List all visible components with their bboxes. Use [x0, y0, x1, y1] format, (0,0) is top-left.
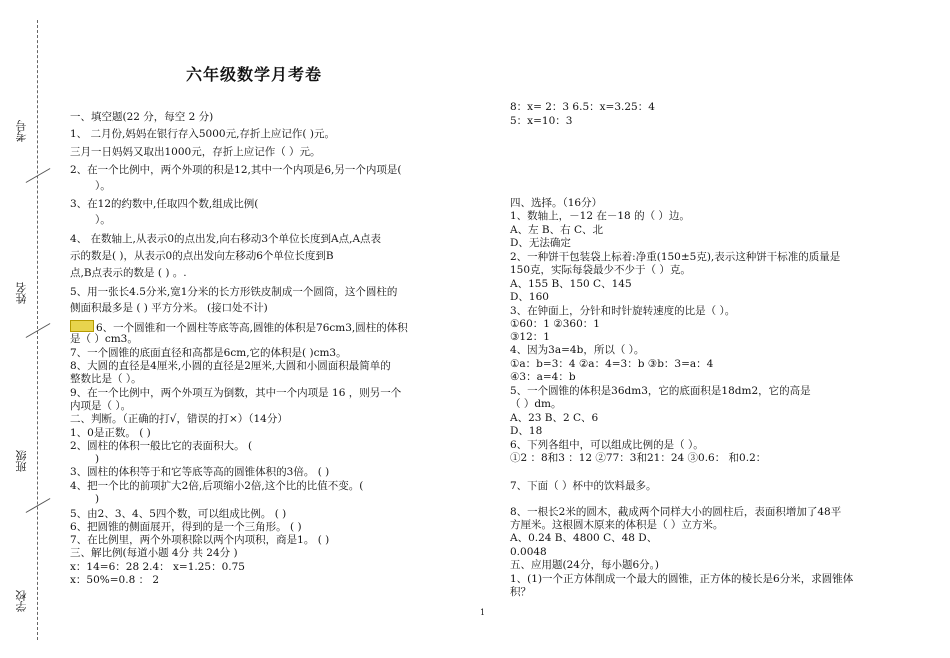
page-title: 六年级数学月考卷	[186, 65, 323, 84]
right-line-25: 8、一根长2米的圆木，截成两个同样大小的圆柱后，表面积增加了48平	[510, 506, 842, 518]
left-line-text: 8、大圆的直径是4厘米,小圆的直径是2厘米,大圆和小圆面积最简单的	[70, 360, 391, 372]
right-line-8: A、155 B、150 C、145	[510, 278, 632, 290]
left-line-text: x：50%=0.8 ： 2	[70, 574, 160, 586]
left-line-24	[70, 480, 363, 493]
left-line-29	[70, 547, 238, 560]
left-line-text: 内项是（ ）。	[70, 400, 132, 412]
right-line-7: 150克，实际每袋最少不少于（ ）克。	[510, 264, 691, 276]
left-line-25	[95, 493, 99, 506]
left-line-text: 示的数是( )，从表示0的点出发向左移动6个单位长度到B	[70, 250, 334, 262]
left-line-text: )	[95, 453, 100, 465]
left-line-text: 2、在一个比例中，两个外项的积是12,其中一个内项是6,另一个内项是(	[70, 164, 402, 176]
left-line-text: 三、解比例(每道小题 4分 共 24分 )	[70, 547, 238, 559]
right-line-13: 4、因为3a=4b，所以（ ）。	[510, 344, 645, 356]
left-line-text: 3、圆柱的体积等于和它等底等高的圆锥体积的3倍。 ( )	[70, 466, 330, 478]
left-line-text: 5、用一张长4.5分米,宽1分米的长方形铁皮制成一个圆筒，这个圆柱的	[70, 286, 398, 298]
right-line-23: 7、下面（ ）杯中的饮料最多。	[510, 480, 657, 492]
right-line-0: 8：x= 2：3 6.5：x=3.25：4	[510, 101, 655, 113]
left-line-text: )	[95, 493, 100, 505]
left-line-0	[70, 111, 213, 124]
left-line-7	[70, 233, 381, 246]
left-line-21	[70, 440, 252, 453]
left-line-30	[70, 561, 245, 574]
left-line-text: 1、 二月份,妈妈在银行存入5000元,存折上应记作( )元。	[70, 128, 335, 140]
binding-tick	[26, 498, 51, 513]
label-class: 班级	[15, 450, 28, 472]
right-line-5: D、无法确定	[510, 237, 571, 249]
label-exam-number: 考号	[15, 120, 28, 142]
right-line-4: A、左 B、右 C、北	[510, 224, 604, 236]
right-line-1: 5：x=10：3	[510, 115, 573, 127]
left-line-text: 4、把一个比的前项扩大2倍,后项缩小2倍,这个比的比值不变。(	[70, 480, 364, 492]
right-line-9: D、160	[510, 291, 549, 303]
left-line-text: 3、在12的约数中,任取四个数,组成比例(	[70, 198, 259, 210]
page-number: 1	[480, 608, 486, 617]
right-line-14: ①a：b=3：4 ②a：4=3：b ③b：3=a：4	[510, 358, 714, 370]
left-line-8	[70, 250, 334, 263]
left-line-9	[70, 267, 187, 280]
left-line-text: 6、把圆锥的侧面展开，得到的是一个三角形。 ( )	[70, 521, 302, 533]
right-line-21: ①2 ：8和3 ：12 ②77：3和21：24 ③0.6： 和0.2：	[510, 452, 767, 464]
left-line-text: 是（ ）cm3。	[70, 333, 138, 345]
left-line-text: 4、 在数轴上,从表示0的点出发,向右移动3个单位长度到A点,A点表	[70, 233, 382, 245]
left-line-2	[70, 146, 321, 159]
right-line-17: （ ）dm。	[510, 398, 562, 410]
left-line-17	[70, 387, 401, 400]
left-line-text: 二、判断。（正确的打√，错误的打×）（14分）	[70, 413, 288, 425]
left-line-text: 点,B点表示的数是 ( ) 。.	[70, 267, 187, 279]
left-line-27	[70, 521, 302, 534]
right-line-15: ④3：a=4：b	[510, 371, 576, 383]
left-line-text: 侧面积最多是 ( ) 平方分米。 (接口处不计)	[70, 302, 268, 314]
binding-tick	[26, 323, 51, 338]
left-line-text: 6、一个圆锥和一个圆柱等底等高,圆锥的体积是76cm3,圆柱的体积	[96, 322, 408, 334]
binding-tick	[26, 168, 51, 183]
right-line-27: A、0.24 B、4800 C、48 D、	[510, 532, 658, 544]
left-line-19	[70, 413, 288, 426]
left-line-text: ）。	[95, 180, 111, 192]
right-line-10: 3、在钟面上，分针和时针旋转速度的比是（ ）。	[510, 305, 736, 317]
right-line-20: 6、下列各组中，可以组成比例的是（ ）。	[510, 439, 704, 451]
label-name: 姓名	[15, 282, 28, 304]
left-line-22	[95, 453, 99, 466]
left-line-5	[70, 198, 258, 211]
left-line-10	[70, 286, 397, 299]
right-line-28: 0.0048	[510, 546, 547, 558]
left-line-text: 三月一日妈妈又取出1000元，存折上应记作（ ）元。	[70, 146, 321, 158]
left-line-1	[70, 128, 335, 141]
left-line-26	[70, 508, 286, 521]
left-line-text: 2、圆柱的体积一般比它的表面积大。 (	[70, 440, 253, 452]
left-line-13	[70, 333, 138, 346]
left-line-text: 7、一个圆锥的底面直径和高都是6cm,它的体积是( )cm3。	[70, 347, 347, 359]
label-school: 学校	[15, 590, 28, 612]
left-line-20	[70, 427, 151, 440]
right-line-11: ①60：1 ②360：1	[510, 318, 600, 330]
left-line-text: ）。	[95, 214, 111, 226]
right-line-2: 四、选择。（16分）	[510, 197, 603, 209]
left-line-15	[70, 360, 391, 373]
left-line-6	[95, 214, 111, 227]
right-line-19: D、18	[510, 425, 543, 437]
left-line-text: 1、0是正数。 ( )	[70, 427, 151, 439]
highlight-icon	[70, 320, 94, 332]
left-line-23	[70, 466, 329, 479]
left-line-text: 9、在一个比例中，两个外项互为倒数，其中一个内项是 16 ，则另一个	[70, 387, 402, 399]
left-line-16	[70, 373, 142, 386]
left-line-4	[95, 180, 111, 193]
right-line-16: 5、一个圆锥的体积是36dm3，它的底面积是18dm2，它的高是	[510, 385, 811, 397]
left-line-18	[70, 400, 131, 413]
left-line-text: 7、在比例里，两个外项积除以两个内项积，商是1。 ( )	[70, 534, 330, 546]
right-line-6: 2、一种饼干包装袋上标着:净重(150±5克),表示这种饼干标准的质量是	[510, 251, 841, 263]
left-line-text: x：14=6：28 2.4： x=1.25：0.75	[70, 561, 245, 573]
right-line-29: 五、应用题(24分，每小题6分。)	[510, 559, 659, 571]
right-line-3: 1、数轴上，－12 在－18 的（ ）边。	[510, 210, 690, 222]
left-line-text: 5、由2、3、4、5四个数，可以组成比例。 ( )	[70, 508, 287, 520]
right-line-26: 方厘米。这根圆木原来的体积是（ ）立方米。	[510, 519, 724, 531]
left-line-14	[70, 347, 347, 360]
left-line-text: 一、填空题(22 分，每空 2 分)	[70, 111, 214, 123]
right-line-18: A、23 B、2 C、6	[510, 412, 599, 424]
right-line-12: ③12：1	[510, 331, 550, 343]
left-line-11	[70, 302, 268, 315]
left-line-3	[70, 164, 402, 177]
left-line-28	[70, 534, 329, 547]
left-line-31	[70, 574, 159, 587]
left-line-text: 整数比是（ ）。	[70, 373, 142, 385]
right-line-31: 积？	[510, 586, 531, 598]
right-line-30: 1、(1)一个正方体削成一个最大的圆锥，正方体的棱长是6分米，求圆锥体	[510, 573, 854, 585]
